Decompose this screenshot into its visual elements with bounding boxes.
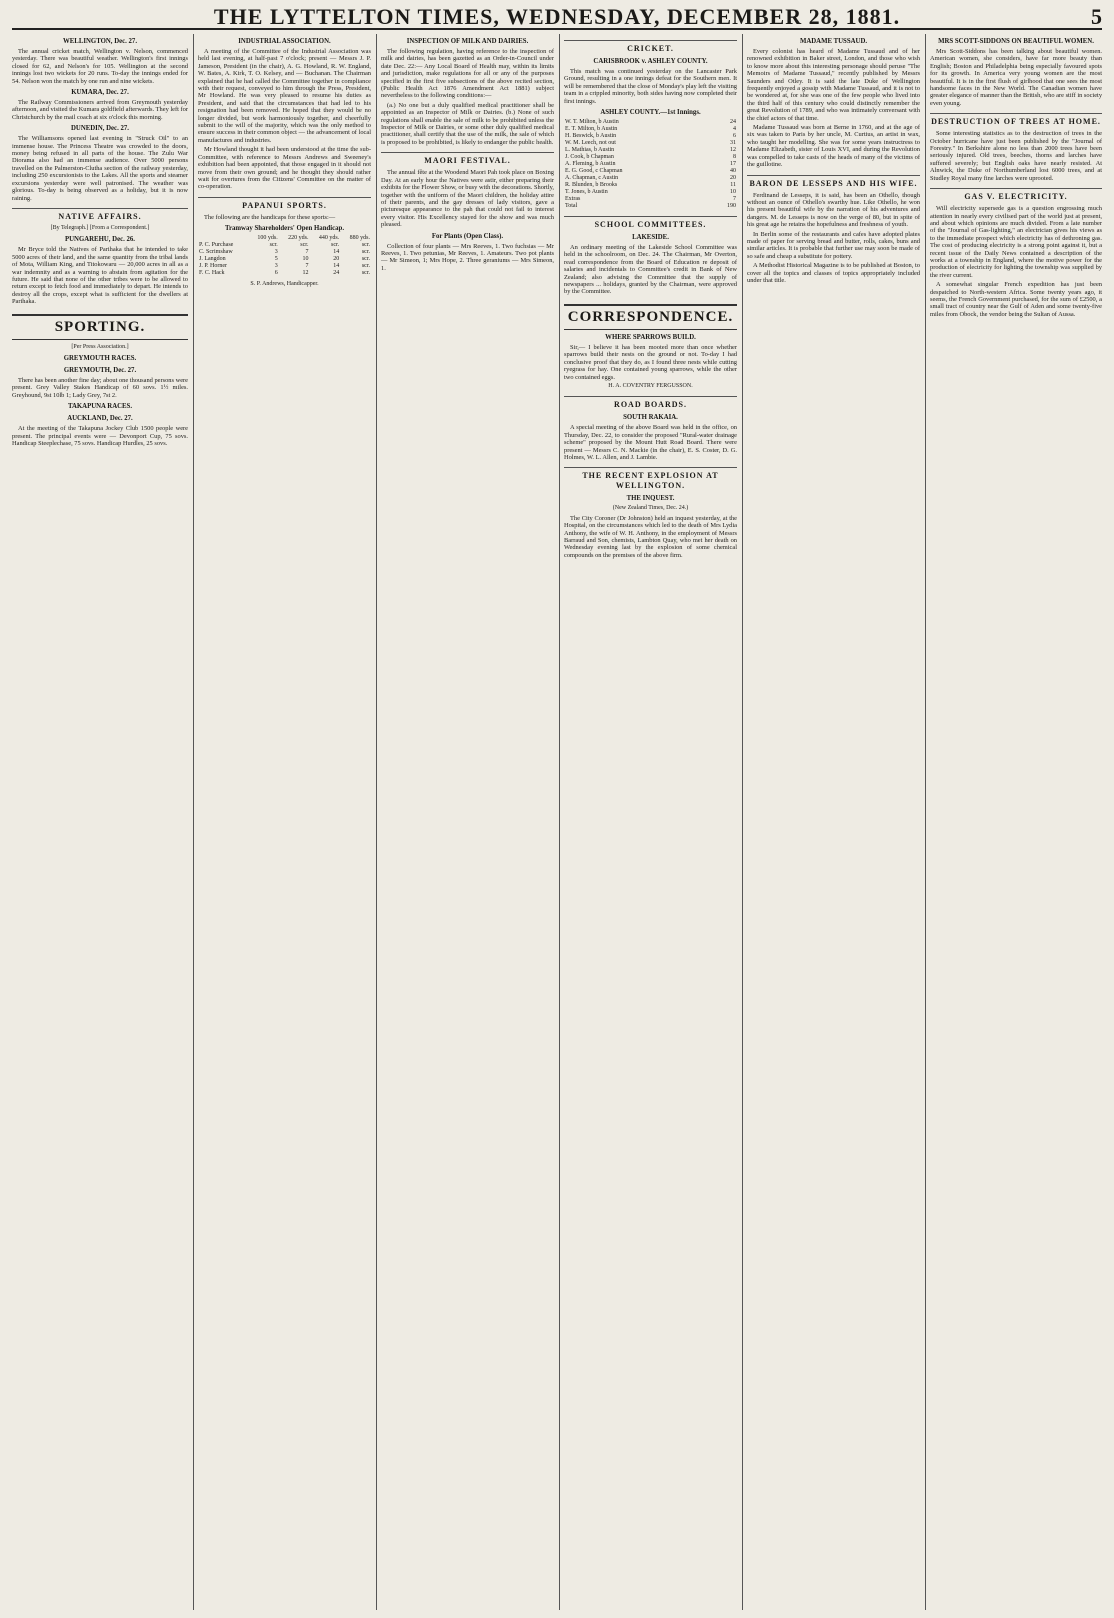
correspondence-letter: Sir,— I believe it has been mooted more than once whether sparrows build their nests on the ground or not. To-day I had conclusive proof that they do, as I found three nests while cutting ryegrass for hay. One contained young sparrows, while the other two contained eggs. [564,343,737,381]
correspondence-heading: CORRESPONDENCE. [564,304,737,330]
table-header-row [198,235,371,242]
table-row [564,175,737,182]
papanui-event: Tramway Shareholders' Open Handicap. [224,225,345,233]
page-number: 5 [1091,4,1102,29]
correspondence-subheading: WHERE SPARROWS BUILD. [605,333,696,341]
table-cell: P. C. Purchase [199,242,234,249]
table-cell: 20 [333,256,340,263]
pungarehu-heading: PUNGAREHU, Dec. 26. [64,236,136,244]
table-cell: E. G. Good, c Chapman [565,168,623,175]
column-1 [12,34,188,1610]
tussaud-article-continued: Madame Tussaud was born at Berne in 1760, and at the age of six was taken to Paris by her uncle, M. Curtius, an artist in wax, who taught her modelling. She was for some years instructress to Madame Elizabeth, sister of Louis XVI, and during the Revolution was compelled to take casts of the heads of many of the victims of the guillotine. [747,124,920,169]
table-cell: 24 [333,270,340,277]
inquest-source: (New Zealand Times, Dec. 24.) [612,505,689,512]
table-row [564,203,737,210]
baron-heading: BARON DE LESSEPS AND HIS WIFE. [747,175,920,189]
table-cell: F. C. Hack [199,270,225,277]
table-cell: L. Mathias, b Austin [565,147,615,154]
table-row [564,189,737,196]
prize-list: Collection of four plants — Mrs Reeves, 1. Two fuchsias — Mr Reeves, 1. Two petunias, Mr Reeves, 1. Amateurs. Two pot plants — Mr Simeon, 1; Mrs Hope, 2. Three geraniums — Mrs Simeon, 1. [381,242,554,272]
sporting-byline: [Per Press Association.] [71,343,129,350]
table-cell: H. Beswick, b Austin [565,133,617,140]
papanui-handicap-table [198,235,371,277]
table-cell: 7 [305,263,309,270]
table-cell: J. Cook, b Chapman [565,154,614,161]
table-cell: scr. [361,263,370,270]
table-row [564,140,737,147]
trees-article: Some interesting statistics as to the destruction of trees in the October hurricane have just been published by the "Journal of Forestry." In Berkshire alone no less than 2000 trees have been seriously injured. Old trees, beeches, thorns and larches have suffered severely; but English oaks have nearly resisted. At Alnwick, the Duke of Northumberland lost 6000 trees, and at Studley Royal many fine larches were uprooted. [930,130,1102,182]
table-cell: R. Blunden, b Brooks [565,182,618,189]
table-cell: scr. [361,256,370,263]
table-row [564,196,737,203]
industrial-heading: INDUSTRIAL ASSOCIATION. [238,38,331,45]
column-rule [925,34,926,1610]
column-2 [198,34,371,1610]
table-cell: scr. [300,242,309,249]
kumara-article: The Railway Commissioners arrived from Greymouth yesterday afternoon, and visited the Kumara goldfield afterwards. They left for Christchurch by the mail coach at six o'clock this morning. [12,99,188,121]
native-affairs-byline: [By Telegraph.] [From a Correspondent.] [50,224,150,231]
table-cell: W. M. Leech, not out [565,140,616,147]
column-rule [376,34,377,1610]
table-cell: 6 [274,270,278,277]
table-row [564,133,737,140]
cricket-scorecard [564,119,737,210]
table-cell: E. T. Milton, b Austin [565,126,618,133]
greymouth-article: There has been another fine day; about one thousand persons were present. Grey Valley Stakes Handicap of 60 sovs. 1½ miles. Greyhound, 9st 10lb 1; Lady Grey, 7st 2. [12,376,188,399]
table-row [564,161,737,168]
table-cell: J. P. Horner [199,263,227,270]
table-header: 440 yds. [318,235,340,242]
column-4 [564,34,737,1610]
takapuna-races-heading: TAKAPUNA RACES. [67,403,133,411]
table-row [564,126,737,133]
table-row [564,119,737,126]
gas-electricity-heading: GAS V. ELECTRICITY. [930,188,1102,202]
tussaud-heading: MADAME TUSSAUD. [799,38,868,45]
table-cell: T. Jones, b Austin [565,189,608,196]
table-cell: W. T. Milton, b Austin [565,119,619,126]
table-cell: scr. [361,270,370,277]
cricket-scorecard-title: ASHLEY COUNTY.—1st Innings. [600,109,701,117]
milk-inspection-article: The following regulation, having reference to the inspection of milk and dairies, has been gazetted as an Order-in-Council under date Dec. 22:— Any Local Board of Health may, within its limits and jurisdiction, make regulations for all or any of the purposes specified in the first five subsections of the above recited section, (Public Health Act 1876 Amendment Act 1881) subject nevertheless to the following conditions:— [381,48,554,100]
column-6 [930,34,1102,1610]
table-cell: scr. [331,242,340,249]
table-cell: 3 [274,263,278,270]
table-cell: 17 [730,161,736,168]
table-cell: 31 [730,140,736,147]
table-cell: A. Fleming, b Austin [565,161,616,168]
correspondence-signature: H. A. COVENTRY FERGUSSON. [608,382,693,389]
road-boards-heading: ROAD BOARDS. [564,396,737,410]
berlin-paragraph: In Berlin some of the restaurants and cafes have adopted plates made of paper for serving bread and butter, rolls, cakes, buns and similar articles. It is probable that further use may soon be made of so safe and cheap a substitute for pottery. [747,230,920,260]
table-cell: 7 [305,249,309,256]
table-cell: 5 [274,256,278,263]
pungarehu-article: Mr Bryce told the Natives of Parihaka that he intended to take 5000 acres of their land, and the same quantity from the tribal lands of Mota, William King, and Titokowaru — 20,000 acres in all as a war indemnity and as a warning to abstain from agitation for the future. He said that none of the other tribes were to be allowed to return except to fetch food and immediately to depart. He intends to destroy all the crops, except what is sufficient for the dwellers at Parihaka. [12,246,188,306]
cricket-heading: CRICKET. [564,40,737,54]
native-affairs-heading: NATIVE AFFAIRS. [12,208,188,222]
table-row [198,270,371,277]
baron-article: Ferdinand de Lesseps, it is said, has been an Othello, though without an ounce of Othello's swarthy hue. Like Othello, he won his present beautiful wife by the narration of his adventures and dangers. M. de Lesseps is now on the verge of 80, but in spite of his great age he retains the hopefulness and freshness of youth. [747,191,920,229]
table-cell: 24 [730,119,736,126]
table-row [198,249,371,256]
table-row [198,256,371,263]
papanui-heading: PAPANUI SPORTS. [198,197,371,211]
auckland-dateline: AUCKLAND, Dec. 27. [67,415,133,423]
table-cell: Extras [565,196,581,203]
table-cell: scr. [361,242,370,249]
maori-festival-heading: MAORI FESTIVAL. [381,152,554,166]
table-cell: 190 [727,203,736,210]
column-rule [193,34,194,1610]
lakeside-article: An ordinary meeting of the Lakeside School Committee was held in the schoolroom, on Dec. 24. The Chairman, Mr Overton, read correspondence from the Board of Education re deposit of salaries and incidentals to Committee's credit in Bank of New Zealand; also advising the Committee that the supply of newspapers ... holidays, granted by the Chairman, were approved by the Committee. [564,244,737,296]
milk-inspection-heading: INSPECTION OF MILK AND DAIRIES. [406,38,529,45]
table-cell: scr. [361,249,370,256]
table-row [198,242,371,249]
inquest-article: The City Coroner (Dr Johnston) held an inquest yesterday, at the Hospital, on the circumstances which led to the death of Mrs Lydia Anthony, the wife of W. H. Anthony, in the employment of Messrs Barraud and Son, chemists, Lambton Quay, who met her death on Wednesday evening last by the explosion of some chemical compounds on the premises of the above firm. [564,514,737,559]
inquest-heading: THE INQUEST. [626,495,675,503]
table-cell: 12 [302,270,309,277]
auckland-article: At the meeting of the Takapuna Jockey Club 1500 people were present. The principal events were — Devonport Cup, 75 sovs. Handicap Steeplechase, 75 sovs. Handicap Hurdles, 25 sovs. [12,425,188,447]
table-cell: 10 [302,256,309,263]
school-committees-heading: SCHOOL COMMITTEES. [564,216,737,230]
table-cell: 14 [333,263,340,270]
cricket-match-title: CARISBROOK v. ASHLEY COUNTY. [593,58,708,65]
table-cell: J. Langdon [199,256,226,263]
column-3 [381,34,554,1610]
column-5 [747,34,920,1610]
south-rakaia-heading: SOUTH RAKAIA. [623,414,678,422]
french-expedition-paragraph: A somewhat singular French expedition has just been despatched to North-western Africa. Some twenty years ago, it seems, the French Government purchased, for the sum of £2500, a small tract of country near the Gulf of Aden and some twenty-five miles from Obock, the vendor being the Sultan of Aussa. [930,281,1102,318]
table-cell: A. Chapman, c Austin [565,175,619,182]
table-cell: 8 [733,154,736,161]
cricket-article: This match was continued yesterday on the Lancaster Park Ground, resulting in a one innings defeat for the Southern men. It will be remembered that the close of Monday's play left the visiting team in a crippled minority, both sides having now completed their first innings. [564,68,737,105]
table-row [564,182,737,189]
greymouth-races-heading: GREYMOUTH RACES. [63,354,137,362]
industrial-article-continued: Mr Howland thought it had been understood at the time the sub-Committee, with reference to Messrs Andrews and Sweeney's exhibition had been appointed, that those engaged in it should not move from their own ground; and he thought they should rather wait for overtures from the Citizens' Committee on the matter of co-operation. [198,146,371,191]
kumara-heading: KUMARA, Dec. 27. [71,89,129,97]
wellington-heading: WELLINGTON, Dec. 27. [62,38,138,45]
milk-inspection-article-continued: (a.) No one but a duly qualified medical practitioner shall be appointed as an Inspector of Milk or Dairies. (b.) None of such regulations shall enable the sale of milk to be prohibited unless the Inspector of Milk or Dairies, or some other duly qualified medical practitioner, shall certify that the use of the milk, the sale of which is proposed to be prohibited, is likely to endanger the public health. [381,101,554,146]
table-row [198,263,371,270]
table-cell: 3 [274,249,278,256]
sporting-heading: SPORTING. [12,314,188,340]
table-cell: 11 [730,182,736,189]
table-cell: 10 [730,189,736,196]
column-rule [742,34,743,1610]
road-boards-article: A special meeting of the above Board was held in the office, on Thursday, Dec. 22, to consider the proposed "Rural-water drainage scheme" proposed by the Mount Hutt Road Board. There were present — Messrs C. N. Mackie (in the chair), E. S. Coster, D. G. Holmes, W. L. Allen, and J. Lambie. [564,424,737,461]
table-header: 100 yds. [257,235,278,242]
table-cell: Total [565,203,578,210]
maori-festival-article: The annual fête at the Woodend Maori Pah took place on Boxing Day. At an early hour the Natives were astir, either preparing their exhibits for the Flower Show, or busy with the decorations. Shortly, together with the uniform of the Maori children, the holiday attire of their parents, and the gay dresses of lady visitors, gave a picturesque appearance to the pah that could not fail to interest every visitor. His Excellency stayed for the show and was much pleased. [381,169,554,229]
table-cell: C. Scrimshaw [199,249,233,256]
dunedin-heading: DUNEDIN, Dec. 27. [71,125,129,133]
column-rule [559,34,560,1610]
lakeside-heading: LAKESIDE. [632,234,669,242]
gas-electricity-article: Will electricity supersede gas is a question engrossing much attention in nearly every civilised part of the world just at present, and about which opinions are much divided. From a late number of the "Journal of Gas-lighting," an electrician gives his views as to the immediate prospect which electricity has of dethroning gas. The cost of producing electricity is a strong point against it, but a recent issue of the Daily News contained a description of the works at a township in England, where the motive power for the production of electricity for lighting the township was supplied by the river current. [930,205,1102,279]
table-header: 220 yds. [288,235,309,242]
papanui-handicapper: S. P. Andrews, Handicapper. [250,281,319,288]
table-cell: 6 [733,133,736,140]
prize-list-heading: For Plants (Open Class). [431,232,504,240]
table-cell: 7 [733,196,736,203]
greymouth-dateline: GREYMOUTH, Dec. 27. [63,366,137,374]
trees-heading: DESTRUCTION OF TREES AT HOME. [930,113,1102,127]
table-cell: 20 [730,175,736,182]
masthead-title: THE LYTTELTON TIMES, WEDNESDAY, DECEMBER 28, 1881. [213,4,901,29]
scott-siddons-heading: MRS SCOTT-SIDDONS ON BEAUTIFUL WOMEN. [938,38,1094,45]
industrial-article: A meeting of the Committee of the Industrial Association was held last evening, at half-past 7 o'clock; present — Messrs J. P. Jameson, President (in the chair), A. G. Howland, R. W. England, W. Bates, A. Kirk, T. O. Kelsey, and — Buchanan. The Chairman explained that he had called the Committee together in compliance with their request, conveyed to him through the Press, President, Mr Howland. He was very pleased to resume his duties as President, and said that the circumstances that had led to his resignation had been removed. He hoped that they would be no longer divided, but work harmoniously together, and cheerfully submit to the will of the majority, which was the only method to ensure success in their common object — the advancement of local manufactures and industries. [198,48,371,144]
table-cell: 12 [730,147,736,154]
tussaud-article: Every colonist has heard of Madame Tussaud and of her renowned exhibition in Baker street, London, and those who wish to know more about this interesting personage should peruse "The Memoirs of Madame Tussaud," recently published by Messrs Saunders and Otley. It is said the late Duke of Wellington frequently enjoyed a gossip with Madame Tussaud, and it is not to be wondered at, for she was one of the few people who lived into the third half of this century who could distinctly remember the great Revolution of 1789, and who was intimately conversant with the chief actors of that time. [747,48,920,122]
table-cell: 40 [730,168,736,175]
dunedin-article: The Williamsons opened last evening in "Struck Oil" to an immense house. The Princess Theatre was crowded to the doors, money being refused in all parts of the house. The Zulu War Diorama also had an immense audience. Over 5000 persons travelled on the Palmerston-Clutha section of the railway yesterday, including 250 excursionists to the Lakes. All the sports and steamer excursions yesterday were well patronised. The weather was glorious. To-day is being observed as a holiday, but it is now raining. [12,135,188,202]
table-header [198,235,248,242]
explosion-heading: THE RECENT EXPLOSION AT WELLINGTON. [564,467,737,491]
table-cell: 14 [333,249,340,256]
table-row [564,168,737,175]
table-row [564,154,737,161]
table-cell: scr. [269,242,278,249]
scott-siddons-article: Mrs Scott-Siddons has been talking about beautiful women. American women, she considers, have far more beauty than English; Boston and Philadelphia being especially favoured spots for its growth. In America very young women are the most beautiful. It is in the first flush of girlhood that one sees the most handsome faces in the New World. The Canadian women have greater elegance of manner than the British, who are stiff in society even young. [930,48,1102,107]
table-cell: 4 [733,126,736,133]
table-header: 880 yds. [349,235,370,242]
papanui-intro: The following are the handicaps for these sports:— [204,213,336,221]
masthead [12,4,1102,30]
methodist-paragraph: A Methodist Historical Magazine is to be published at Boston, to cover all the topics and classes of topics appropriately included under that title. [747,262,920,284]
table-row [564,147,737,154]
wellington-article: The annual cricket match, Wellington v. Nelson, commenced yesterday. There was beautiful weather. Wellington's first innings closed for 62, and Nelson's for 105. Wellington at the second innings lost two wickets for 20 runs. To-day the innings ended for 54. Nelson won the match by one run and nine wickets. [12,48,188,85]
